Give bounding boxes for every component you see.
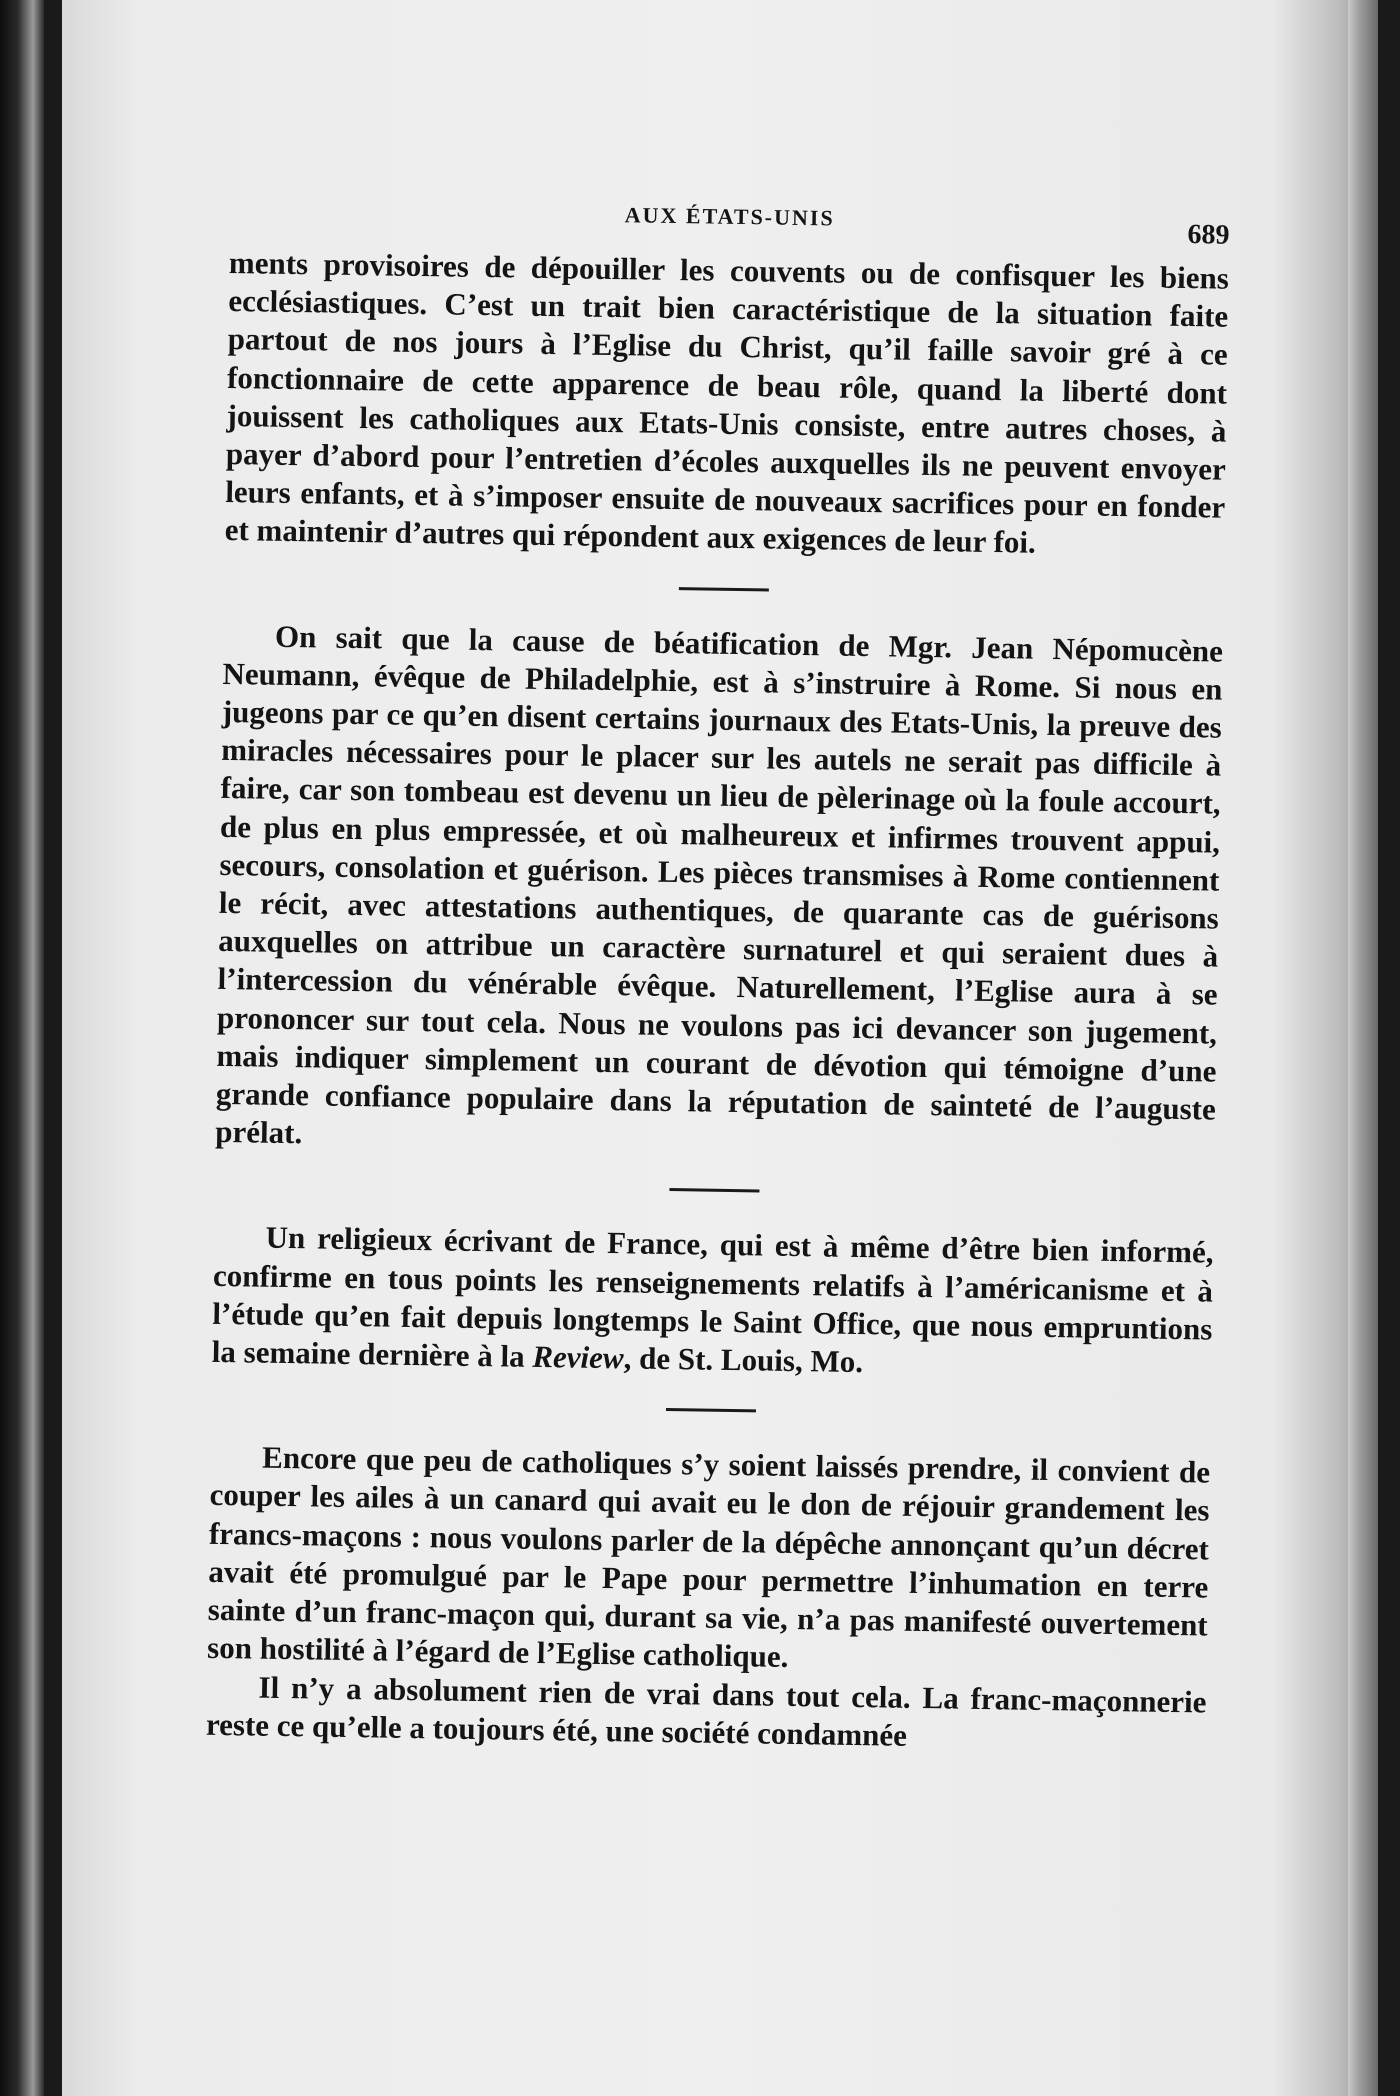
paragraph-3-text: Un religieux écrivant de France, qui est à même d’être bien informé, confirme en tous points les renseignements relatifs à l’américanisme et à l’étude qu’en fait depuis longtemps le Saint Office, que nous empruntions la semaine dernière à la [211,1220,1214,1374]
text-block [206,196,1230,1759]
page-number: 689 [1187,219,1230,251]
paragraph-2: On sait que la cause de béatification de Mgr. Jean Népomucène Neumann, évêque de Philadelphie, est à s’instruire à Rome. Si nous en jugeons par ce qu’en disent certains journaux des Etats-Unis, la preuve des miracles nécessaires pour le placer sur les autels ne serait pas difficile à faire, car son tombeau est devenu un lieu de pèlerinage où la foule accourt, de plus en plus empressée, et où malheureux et infirmes trouvent appui, secours, consolation et guérison. Les pièces transmises à Rome contiennent le récit, avec attestations authentiques, de quarante cas de guérisons auxquelles on attribue un caractère surnaturel et qui seraient dues à l’intercession du vénérable évêque. Naturellement, l’Eglise aura à se prononcer sur tout cela. Nous ne voulons pas ici devancer son jugement, mais indiquer simplement un courant de dévotion qui témoigne d’une grande confiance populaire dans la réputation de sainteté de l’auguste prélat. [215,618,1224,1151]
section-divider-3 [666,1408,756,1412]
paragraph-3-end: , de St. Louis, Mo. [623,1340,864,1380]
running-title: AUX ÉTATS-UNIS [624,202,835,231]
page-right-edge [1348,0,1378,2096]
review-title: Review [532,1338,624,1376]
paper-page [62,0,1378,2096]
paragraph-5: Il n’y a absolument rien de vrai dans tout cela. La franc-maçonnerie reste ce qu’elle a toujours été, une société condamnée [205,1669,1207,1753]
paragraph-3 [212,1218,1214,1387]
paragraph-1: ments provisoires de dépouiller les couvents ou de confisquer les biens ecclésiastiques. C’est un trait bien caractéristique de la situation faite partout de nos jours à l’Eglise du Christ, qu’il faille savoir gré à ce fonctionnaire de cette apparence de beau rôle, quand la liberté dont jouissent les catholiques aux Etats-Unis consiste, entre autres choses, à payer d’abord pour l’entretien d’écoles auxquelles ils ne peuvent envoyer leurs enfants, et à s’imposer ensuite de nouveaux sacrifices pour en fonder et maintenir d’autres qui répondent aux exigences de leur foi. [224,244,1230,561]
binding-edge [0,0,44,2096]
section-divider-1 [679,587,769,591]
paragraph-4: Encore que peu de catholiques s’y soient laissés prendre, il convient de couper les ailes à un canard qui avait eu le don de réjouir grandement les francs-maçons : nous voulons parler de la dépêche annonçant qu’un décret avait été promulgué par le Pape pour permettre l’inhumation en terre sainte d’un franc-maçon qui, durant sa vie, n’a pas manifesté ouvertement son hostilité à l’égard de l’Eglise catholique. [206,1439,1211,1675]
section-divider-2 [669,1188,759,1192]
